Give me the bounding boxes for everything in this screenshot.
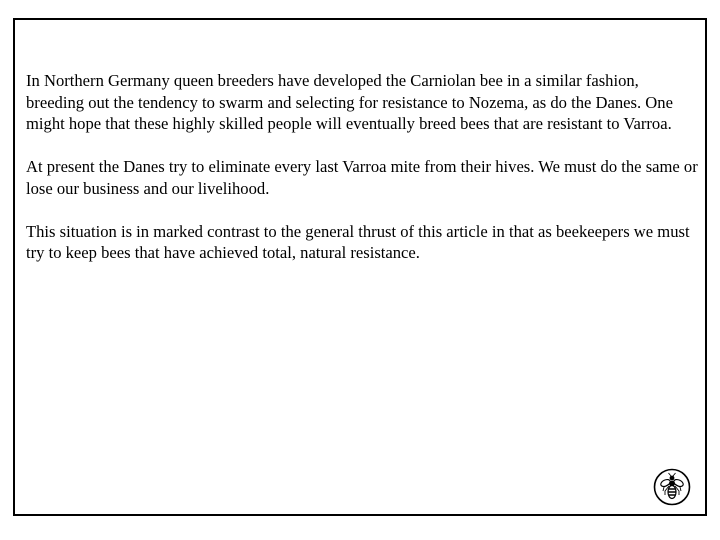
- paragraph-1: In Northern Germany queen breeders have developed the Carniolan bee in a similar fashion, breeding out the tendency to swarm and selecting for resistance to Nozema, as do the Danes. One might hope that these highly skilled people will eventually breed bees that are resistant to Varroa.: [26, 71, 673, 133]
- paragraph-3: This situation is in marked contrast to the general thrust of this article in that as beekeepers we must try to keep bees that have achieved total, natural resistance.: [26, 221, 690, 262]
- paragraph-2: At present the Danes try to eliminate every last Varroa mite from their hives. We must do the same or lose our business and our livelihood.: [26, 157, 698, 198]
- body-text: [26, 70, 698, 285]
- bee-emblem-icon: [653, 468, 691, 506]
- slide-frame: [13, 18, 707, 516]
